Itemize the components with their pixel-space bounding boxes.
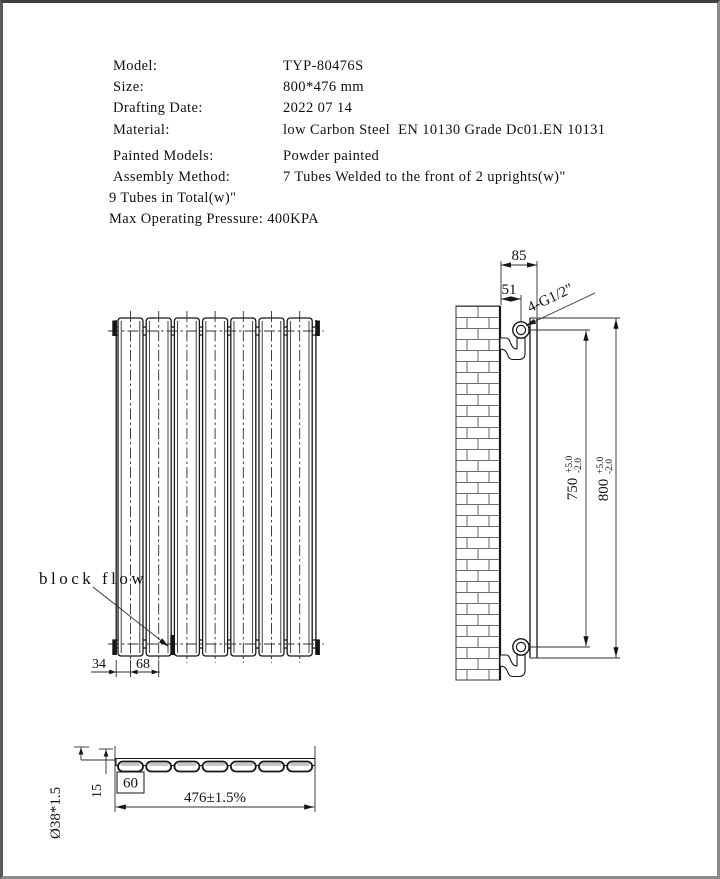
title-label: Painted Models:: [113, 148, 214, 164]
title-label: Size:: [113, 79, 144, 95]
end-cap: [315, 640, 320, 656]
title-value: low Carbon Steel EN 10130 Grade Dc01.EN 10131: [283, 122, 606, 138]
dim-85-label: 85: [511, 248, 527, 264]
title-note: 9 Tubes in Total(w)": [109, 190, 237, 206]
dim-34-label: 34: [92, 657, 106, 672]
dim-800-value: 800: [596, 478, 612, 502]
valve-connection-top: [513, 322, 529, 338]
dim-depth-85: [501, 248, 537, 265]
valve-connection-bottom: [513, 639, 529, 655]
title-value: 800*476 mm: [283, 79, 364, 95]
title-value: 7 Tubes Welded to the front of 2 uprights(w)": [283, 169, 566, 185]
dim-800-tol-minus: -2.0: [605, 458, 615, 474]
dim-tube-spec: [48, 747, 89, 839]
end-cap: [315, 321, 320, 337]
plan-view: [48, 746, 315, 839]
dim-750-tol-plus: +5.0: [565, 455, 575, 473]
dim-60-label: 60: [123, 775, 138, 792]
brick-wall: [456, 306, 500, 680]
title-label: Drafting Date:: [113, 100, 203, 116]
dim-800-tol-plus: +5.0: [596, 456, 606, 474]
side-view: [456, 248, 620, 680]
front-view: [39, 311, 324, 677]
end-cap: [112, 640, 117, 656]
dim-height-800: [596, 319, 616, 657]
dim-tube-spec-label: Ø38*1.5: [48, 786, 64, 839]
block-flow-label: block flow: [39, 569, 148, 588]
title-note: Max Operating Pressure: 400KPA: [109, 211, 320, 227]
title-label: Model:: [113, 58, 158, 74]
dim-51-label: 51: [501, 282, 517, 298]
flow-block-marker: [170, 635, 175, 655]
connection-label-group: [525, 281, 576, 316]
title-value: Powder painted: [283, 148, 380, 164]
dim-750-tol-minus: -2.0: [574, 457, 584, 473]
dim-750-value: 750: [565, 477, 581, 501]
title-label: Assembly Method:: [113, 169, 231, 185]
dim-tube-offsets: [91, 657, 160, 677]
mounting-bracket: [500, 653, 525, 677]
title-value: 2022 07 14: [283, 100, 353, 116]
dim-68-label: 68: [136, 657, 150, 672]
technical-drawing: [3, 3, 720, 879]
title-label: Material:: [113, 122, 170, 138]
title-value: TYP-80476S: [283, 58, 364, 74]
end-cap: [112, 321, 117, 337]
dim-depth-15: [90, 749, 113, 798]
dim-tube-width-60: [117, 772, 144, 793]
mounting-bracket: [500, 336, 525, 360]
connection-label: 4-G1/2": [524, 280, 576, 317]
dim-valve-offset-51: [501, 282, 521, 299]
dim-15-label: 15: [90, 784, 105, 798]
dim-476-label: 476±1.5%: [184, 790, 246, 806]
dim-overall-width-476: [116, 790, 314, 807]
